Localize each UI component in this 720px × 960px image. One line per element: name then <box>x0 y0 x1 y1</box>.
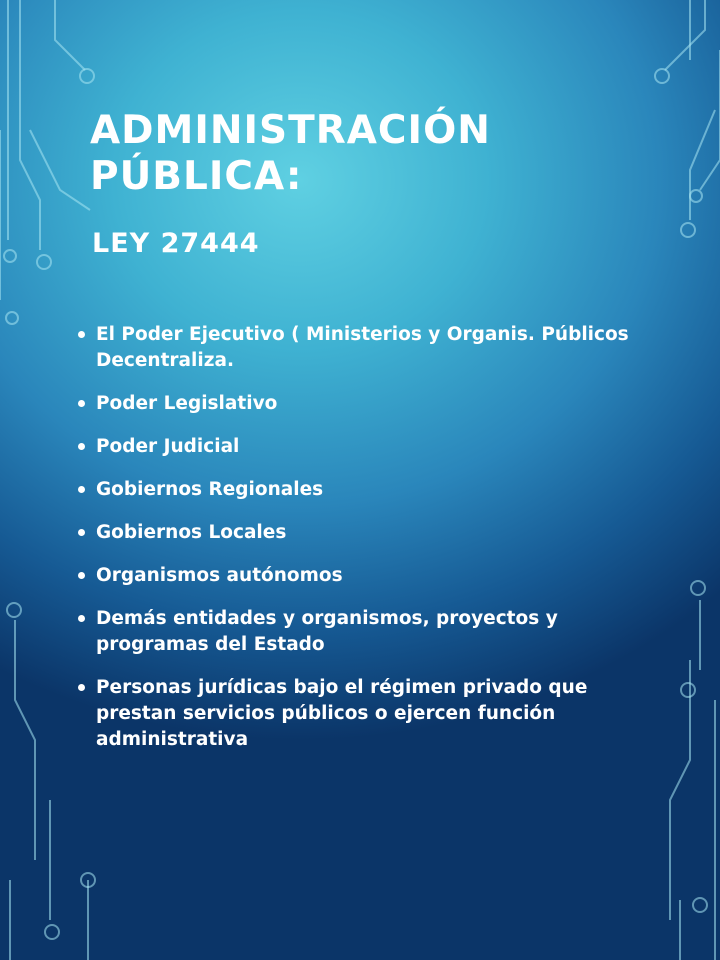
bullet-icon <box>78 684 85 691</box>
bullet-icon <box>78 486 85 493</box>
list-item <box>78 322 638 374</box>
list-item-text: Organismos autónomos <box>96 565 343 586</box>
list-item <box>78 606 638 658</box>
list-item-text: El Poder Ejecutivo ( Ministerios y Organis. Públicos Decentraliza. <box>96 324 629 371</box>
slide-subtitle: LEY 27444 <box>92 228 260 259</box>
list-item-text: Personas jurídicas bajo el régimen privado que prestan servicios públicos o ejercen función administrativa <box>96 677 588 750</box>
list-item-text: Demás entidades y organismos, proyectos y programas del Estado <box>96 608 558 655</box>
list-item <box>78 391 638 417</box>
bullet-icon <box>78 331 85 338</box>
bullet-icon <box>78 529 85 536</box>
list-item <box>78 675 638 753</box>
bullet-icon <box>78 615 85 622</box>
list-item <box>78 563 638 589</box>
slide-title: ADMINISTRACIÓN PÚBLICA: <box>90 108 491 199</box>
list-item-text: Gobiernos Regionales <box>96 479 324 500</box>
list-item-text: Gobiernos Locales <box>96 522 287 543</box>
bullet-list <box>78 322 638 770</box>
bullet-icon <box>78 572 85 579</box>
bullet-icon <box>78 400 85 407</box>
list-item <box>78 477 638 503</box>
bullet-icon <box>78 443 85 450</box>
list-item <box>78 520 638 546</box>
list-item <box>78 434 638 460</box>
list-item-text: Poder Legislativo <box>96 393 278 414</box>
list-item-text: Poder Judicial <box>96 436 240 457</box>
